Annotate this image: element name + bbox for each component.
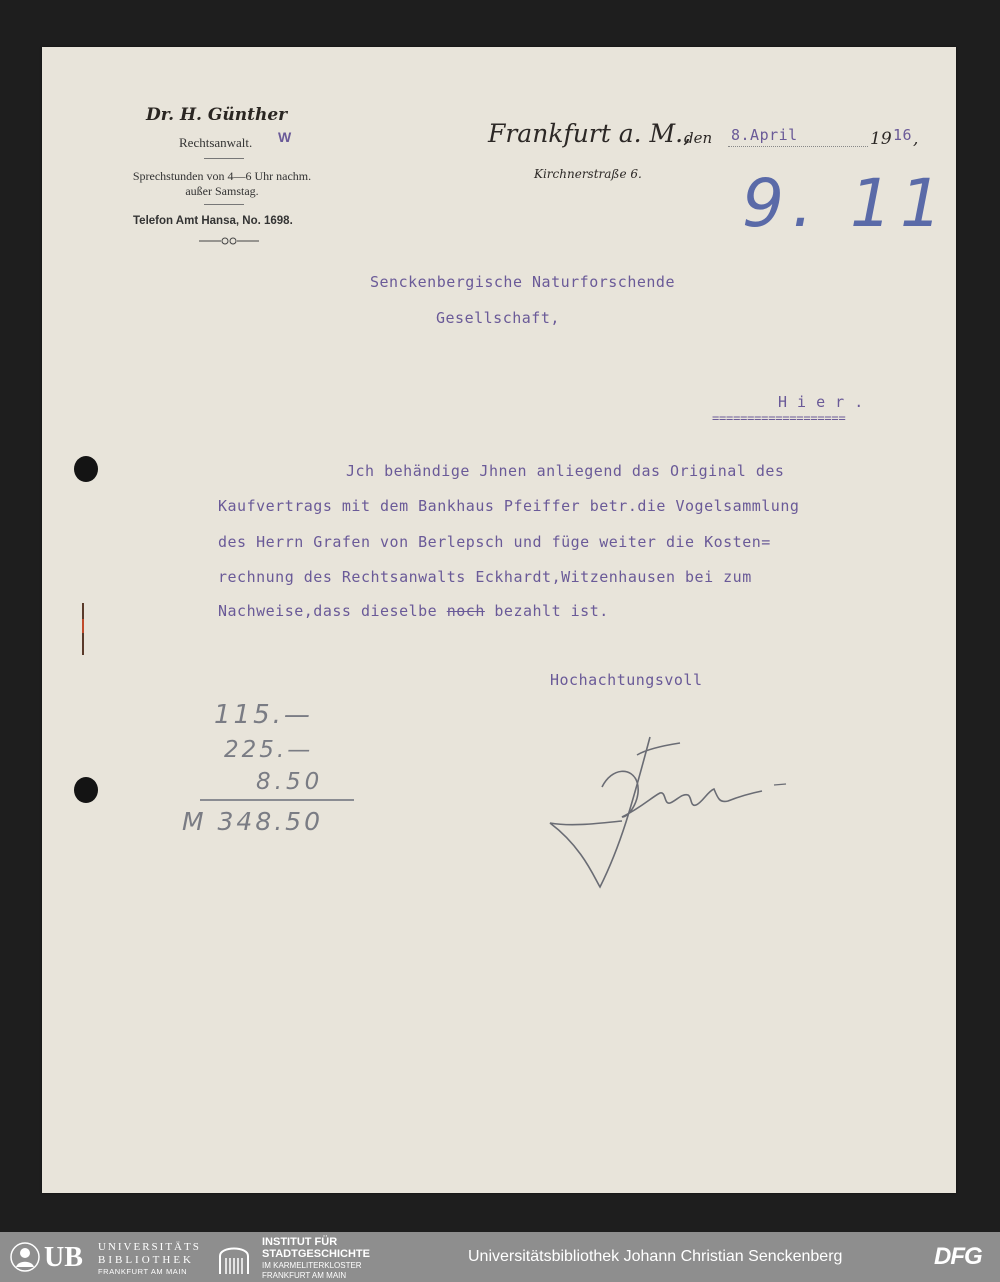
letterhead-mark: W <box>278 129 292 145</box>
dateline-comma: , <box>913 129 919 149</box>
dfg-logo: DFG <box>934 1243 982 1270</box>
recipient-underline: =================== <box>712 411 846 425</box>
isg-line4: FRANKFURT AM MAIN <box>262 1271 347 1280</box>
footer-center-text: Universitätsbibliothek Johann Christian Senckenberg <box>468 1248 843 1265</box>
body-line5-part2: bezahlt ist. <box>484 602 609 620</box>
archive-number: 9. 11 <box>742 165 950 242</box>
dateline-date: 8.April <box>731 126 798 144</box>
isg-line3: IM KARMELITERKLOSTER <box>262 1261 362 1270</box>
ub-line2: BIBLIOTHEK <box>98 1254 194 1266</box>
isg-line2: STADTGESCHICHTE <box>262 1248 370 1260</box>
isg-line1: INSTITUT FÜR <box>262 1236 338 1248</box>
dateline-den: den <box>684 129 713 147</box>
dateline-year-prefix: 19 <box>870 129 892 149</box>
recipient-line1: Senckenbergische Naturforschende <box>370 273 675 291</box>
calc-item-1: 115.— <box>214 700 313 730</box>
letterhead-profession: Rechtsanwalt. <box>179 135 253 150</box>
body-line5 <box>218 602 609 620</box>
ub-line3: FRANKFURT AM MAIN <box>98 1267 188 1276</box>
letterhead-hours-line2: außer Samstag. <box>185 184 259 198</box>
calc-total: M 348.50 <box>182 807 323 836</box>
calc-item-2: 225.— <box>224 737 314 763</box>
letterhead-hours-line1: Sprechstunden von 4—6 Uhr nachm. <box>132 169 312 183</box>
body-line5-part1: Nachweise,dass dieselbe <box>218 602 447 620</box>
recipient-line2: Gesellschaft, <box>436 309 560 327</box>
body-line3: des Herrn Grafen von Berlepsch und füge weiter die Kosten= <box>218 533 771 551</box>
letter-sheet <box>42 47 956 1193</box>
recipient-line3: H i e r . <box>778 393 864 411</box>
ub-seal-icon <box>8 1241 42 1273</box>
dateline-street: Kirchnerstraße 6. <box>534 167 642 181</box>
letterhead-divider-1 <box>204 158 244 159</box>
ub-line1: UNIVERSITÄTS <box>98 1241 201 1253</box>
dateline-place: Frankfurt a. M., <box>488 119 692 148</box>
dateline-rule <box>728 146 868 147</box>
body-line4: rechnung des Rechtsanwalts Eckhardt,Witzenhausen bei zum <box>218 568 752 586</box>
isg-arch-icon <box>216 1240 252 1276</box>
calc-sum-line <box>200 799 354 801</box>
dateline-year-suffix: 16 <box>893 126 913 144</box>
letterhead-phone: Telefon Amt Hansa, No. 1698. <box>133 215 293 227</box>
body-line5-struck-word: noch <box>446 602 485 620</box>
letterhead-name: Dr. H. Günther <box>146 105 288 125</box>
letterhead-ornament <box>197 235 261 247</box>
letterhead-divider-2 <box>204 204 244 205</box>
punch-hole-upper <box>74 456 98 482</box>
footer-bar <box>0 1232 1000 1282</box>
closing: Hochachtungsvoll <box>550 671 703 689</box>
ub-letters: UB <box>44 1242 83 1273</box>
body-line1: Jch behändige Jhnen anliegend das Original des <box>346 462 785 480</box>
signature <box>542 727 792 897</box>
fold-mark-accent <box>82 619 84 633</box>
calc-item-3: 8.50 <box>256 769 324 795</box>
body-line2: Kaufvertrags mit dem Bankhaus Pfeiffer betr.die Vogelsammlung <box>218 497 800 515</box>
punch-hole-lower <box>74 777 98 803</box>
